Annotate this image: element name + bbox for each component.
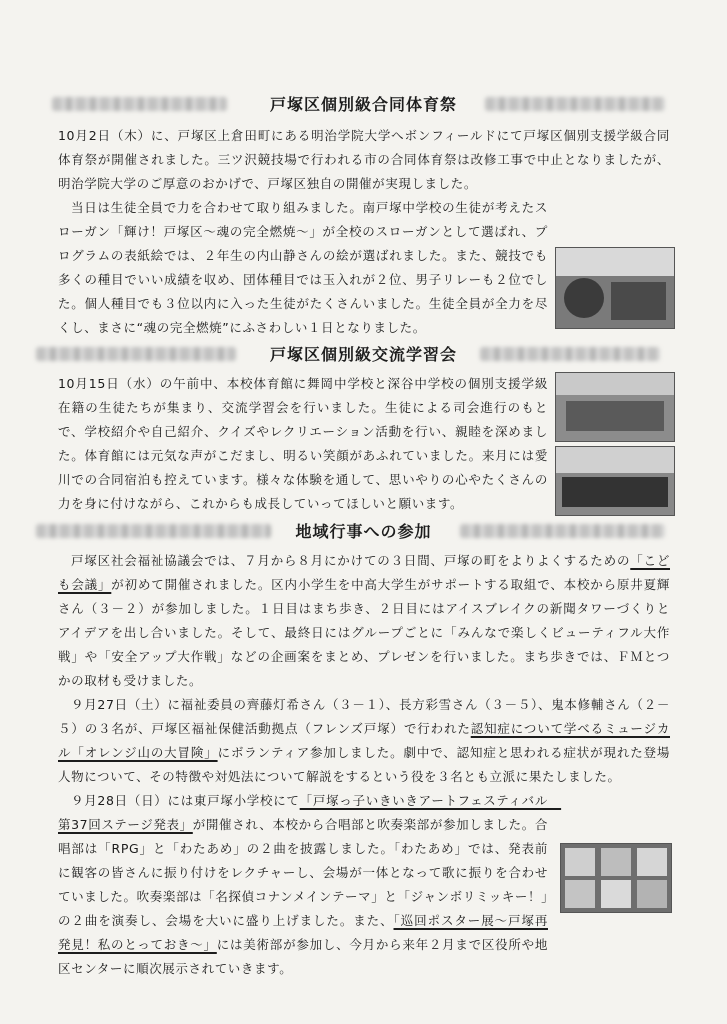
- underlined-event-title: 「戸塚っ子いきいきアートフェスティバル 第37回ステージ発表」: [58, 793, 562, 832]
- redacted-text: [485, 97, 665, 111]
- paragraph-text: ９月27日（土）に福祉委員の齊藤灯希さん（３－１）、長方彩雪さん（３－５）、鬼本修輔さん（２－５）の３名が、戸塚区福祉保健活動拠点（フレンズ戸塚）で行われた: [58, 697, 670, 736]
- poster-exhibition-photo: [560, 843, 672, 913]
- paragraph-text: が開催され、本校から合唱部と吹奏楽部が参加しました。合唱部は「RPG」と「わたあめ」の２曲を披露しました。「わたあめ」では、発表前に観客の皆さんに振り付けをレクチャーし、会場が一体となって歌に振りを合わせていました。吹奏楽部は「名探偵コナンメインテーマ」と「ジャンボリミッキー！」の２曲を演奏し、会場を大いに盛り上げました。また、: [58, 817, 548, 928]
- section-heading-exchange-meeting: 戸塚区個別級交流学習会: [269, 345, 457, 364]
- paragraph-text: 戸塚区社会福祉協議会では、７月から８月にかけての３日間、戸塚の町をよりよくするための: [71, 553, 631, 568]
- sports-festival-paragraph-1: 10月2日（木）に、戸塚区上倉田町にある明治学院大学へボンフィールドにて戸塚区個別支援学級合同体育祭が開催されました。三ツ沢競技場で行われる市の合同体育祭は改修工事で中止となりましたが、明治学院大学のご厚意のおかげで、戸塚区独自の開催が実現しました。: [58, 128, 670, 191]
- paragraph-text: が初めて開催されました。区内小学生を中高大学生がサポートする取組で、本校から原井夏輝さん（３－２）が参加しました。１日目はまち歩き、２日目にはアイスブレイクの新聞タワーづくりとアイデアを出し合いました。そして、最終日にはグループごとに「みんなで楽しくビューティフル大作戦」や「安全アップ大作戦」などの企画案をまとめ、プレゼンを行いました。まち歩きでは、ＦＭとつかの取材も受けました。: [58, 577, 670, 688]
- redacted-text: [460, 524, 665, 538]
- community-events-paragraph-2: [58, 693, 670, 789]
- community-events-paragraph-3: [58, 789, 562, 981]
- community-events-paragraph-1: [58, 549, 670, 693]
- paragraph-text: には美術部が参加し、今月から来年２月まで区役所や地区センターに順次展示されていきます。: [58, 937, 548, 976]
- exchange-meeting-photo-2: [555, 446, 675, 516]
- underlined-event-title: 認知症について学べるミュージカル「オレンジ山の大冒険」: [58, 721, 670, 760]
- section-heading-community-events: 地域行事への参加: [295, 522, 432, 541]
- exchange-meeting-photo-1: [555, 372, 675, 442]
- underlined-event-title: 「巡回ポスター展～戸塚再発見！私のとっておき～」: [58, 913, 548, 952]
- redacted-text: [480, 347, 660, 361]
- paragraph-text: ９月28日（日）には東戸塚小学校にて: [71, 793, 300, 808]
- sports-festival-paragraph-2: 当日は生徒全員で力を合わせて取り組みました。南戸塚中学校の生徒が考えたスローガン「輝け！戸塚区～魂の完全燃焼～」が全校のスローガンとして選ばれ、プログラムの表紙絵では、２年生の内山静さんの絵が選ばれました。また、競技でも多くの種目でいい成績を収め、団体種目では玉入れが２位、男子リレーも２位でした。個人種目でも３位以内に入った生徒がたくさんいました。生徒全員が全力を尽くし、まさに“魂の完全燃焼”にふさわしい１日となりました。: [58, 200, 548, 335]
- sports-festival-photo: [555, 247, 675, 329]
- exchange-meeting-paragraph: 10月15日（水）の午前中、本校体育館に舞岡中学校と深谷中学校の個別支援学級在籍の生徒たちが集まり、交流学習会を行いました。生徒による司会進行のもとで、学校紹介や自己紹介、クイズやレクリエーション活動を行い、親睦を深めました。体育館には元気な声がこだまし、明るい笑顔があふれていました。来月には愛川での合同宿泊も控えています。様々な体験を通して、思いやりの心やたくさんの力を身に付けながら、これからも成長していってほしいと願います。: [58, 376, 548, 511]
- underlined-event-title: 「こども会議」: [58, 553, 670, 592]
- paragraph-text: にボランティア参加しました。劇中で、認知症と思われる症状が現れた登場人物について、その特徴や対処法について解説をするという役を３名とも立派に果たしました。: [58, 745, 671, 784]
- section-heading-sports-festival: 戸塚区個別級合同体育祭: [269, 95, 457, 114]
